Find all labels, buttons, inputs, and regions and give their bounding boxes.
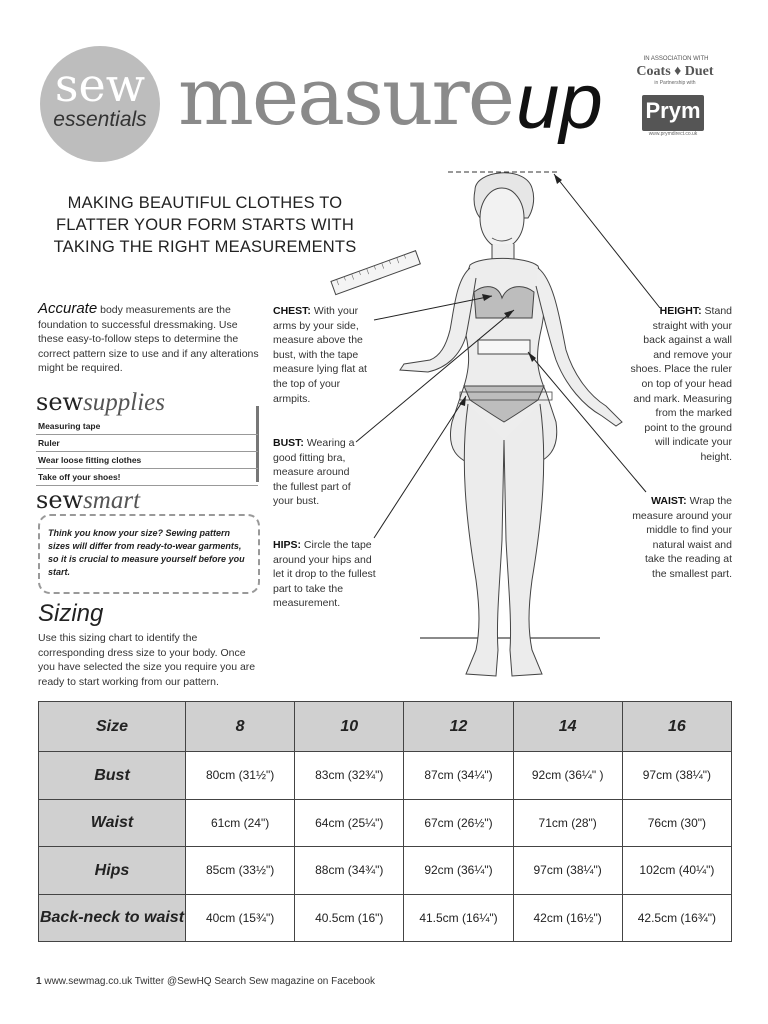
accurate-text: body measurements are the foundation to successful dressmaking. Use these easy-to-follow steps to determine the correct pattern size to use and if any alterations might be required.	[38, 304, 259, 375]
table-row	[39, 847, 732, 894]
intro-line: FLATTER YOUR FORM STARTS WITH	[56, 216, 354, 234]
intro-line: MAKING BEAUTIFUL CLOTHES TO	[67, 194, 343, 212]
page-title-measure: measure	[178, 50, 514, 143]
size-header-cell: 16	[622, 702, 731, 752]
table-cell: 87cm (34¼")	[404, 752, 513, 799]
page-title-up: up	[516, 57, 603, 145]
table-corner-cell: Size	[39, 702, 186, 752]
table-cell: 102cm (40¼")	[622, 847, 731, 894]
table-cell: 97cm (38¼")	[513, 847, 622, 894]
size-header-cell: 8	[186, 702, 295, 752]
association-label: IN ASSOCIATION WITH	[643, 56, 709, 62]
table-cell: 41.5cm (16¼")	[404, 894, 513, 941]
size-header-cell: 14	[513, 702, 622, 752]
table-cell: 67cm (26½")	[404, 799, 513, 846]
table-cell: 71cm (28")	[513, 799, 622, 846]
logo-essentials-text: essentials	[53, 108, 147, 131]
sizing-table	[38, 701, 732, 942]
supplies-list	[36, 418, 258, 486]
heading-sew: sew	[36, 486, 84, 514]
sew-supplies-heading	[36, 388, 165, 417]
coats-duet-logo: Coats ♦ Duet	[636, 64, 714, 79]
table-cell: 42.5cm (16¾")	[622, 894, 731, 941]
footer-text: www.sewmag.co.uk Twitter @SewHQ Search Sew magazine on Facebook	[41, 976, 376, 987]
size-header-cell: 12	[404, 702, 513, 752]
height-instruction	[630, 304, 732, 465]
heading-smart: smart	[83, 487, 141, 514]
prym-url: www.prymdirect.co.uk	[648, 131, 698, 137]
bust-text: Wearing a good fitting bra, measure around the fullest part of your bust.	[273, 437, 355, 508]
table-cell: 64cm (25¼")	[295, 799, 404, 846]
logo-sew-text: sew	[54, 58, 146, 112]
intro-line: TAKING THE RIGHT MEASUREMENTS	[53, 238, 357, 256]
heading-supplies: supplies	[83, 389, 166, 416]
height-label: HEIGHT:	[659, 305, 702, 317]
supply-item: Wear loose fitting clothes	[36, 452, 258, 469]
accurate-lead: Accurate	[38, 300, 98, 317]
bust-instruction	[273, 436, 363, 509]
table-cell: 42cm (16½")	[513, 894, 622, 941]
chest-text: With your arms by your side, measure above the bust, with the tape measure lying flat at the top of your armpits.	[273, 305, 367, 405]
sew-essentials-logo	[40, 46, 160, 162]
supply-item: Take off your shoes!	[36, 469, 258, 486]
table-cell: 85cm (33½")	[186, 847, 295, 894]
heading-sew: sew	[36, 388, 84, 416]
footer	[36, 976, 375, 987]
supply-item: Ruler	[36, 435, 258, 452]
table-cell: 40.5cm (16")	[295, 894, 404, 941]
sew-smart-tip-text: Think you know your size? Sewing pattern sizes will differ from ready-to-wear garments, so it is crucial to measure yourself before you start.	[48, 528, 245, 577]
table-cell: 92cm (36¼" )	[513, 752, 622, 799]
table-cell: 92cm (36¼")	[404, 847, 513, 894]
hips-label: HIPS:	[273, 539, 302, 551]
row-label-cell: Hips	[39, 847, 186, 894]
page-number: 1	[36, 976, 42, 987]
chest-instruction	[273, 304, 373, 406]
waist-instruction	[630, 494, 732, 582]
row-label-cell: Waist	[39, 799, 186, 846]
supply-item: Measuring tape	[36, 418, 258, 435]
prym-logo: Prym	[642, 95, 704, 131]
bust-label: BUST:	[273, 437, 304, 449]
table-cell: 88cm (34¾")	[295, 847, 404, 894]
table-cell: 40cm (15¾")	[186, 894, 295, 941]
waist-label: WAIST:	[651, 495, 687, 507]
hips-text: Circle the tape around your hips and let it drop to the fullest part to take the measurement.	[273, 539, 376, 610]
chest-label: CHEST:	[273, 305, 311, 317]
table-cell: 80cm (31½")	[186, 752, 295, 799]
waist-text: Wrap the measure around your middle to find your natural waist and take the reading at the smallest part.	[632, 495, 732, 580]
height-text: Stand straight with your back against a wall and remove your shoes. Place the ruler on top of your head and mark. Measuring from the marked point to the ground will indicate your height.	[630, 305, 732, 463]
table-header-row	[39, 702, 732, 752]
table-row	[39, 799, 732, 846]
sizing-heading: Sizing	[38, 600, 104, 627]
size-header-cell: 10	[295, 702, 404, 752]
table-cell: 97cm (38¼")	[622, 752, 731, 799]
row-label-cell: Bust	[39, 752, 186, 799]
hips-instruction	[273, 538, 381, 611]
table-cell: 61cm (24")	[186, 799, 295, 846]
table-cell: 76cm (30")	[622, 799, 731, 846]
intro-paragraph	[38, 302, 260, 376]
table-cell: 83cm (32¾")	[295, 752, 404, 799]
table-row	[39, 894, 732, 941]
row-label-cell: Back-neck to waist	[39, 894, 186, 941]
coats-duet-subtitle: in Partnership with	[654, 80, 696, 86]
sizing-paragraph: Use this sizing chart to identify the corresponding dress size to your body. Once you have selected the size you require you are ready to start working from our pattern.	[38, 632, 256, 688]
table-row	[39, 752, 732, 799]
sew-smart-heading	[36, 486, 140, 515]
